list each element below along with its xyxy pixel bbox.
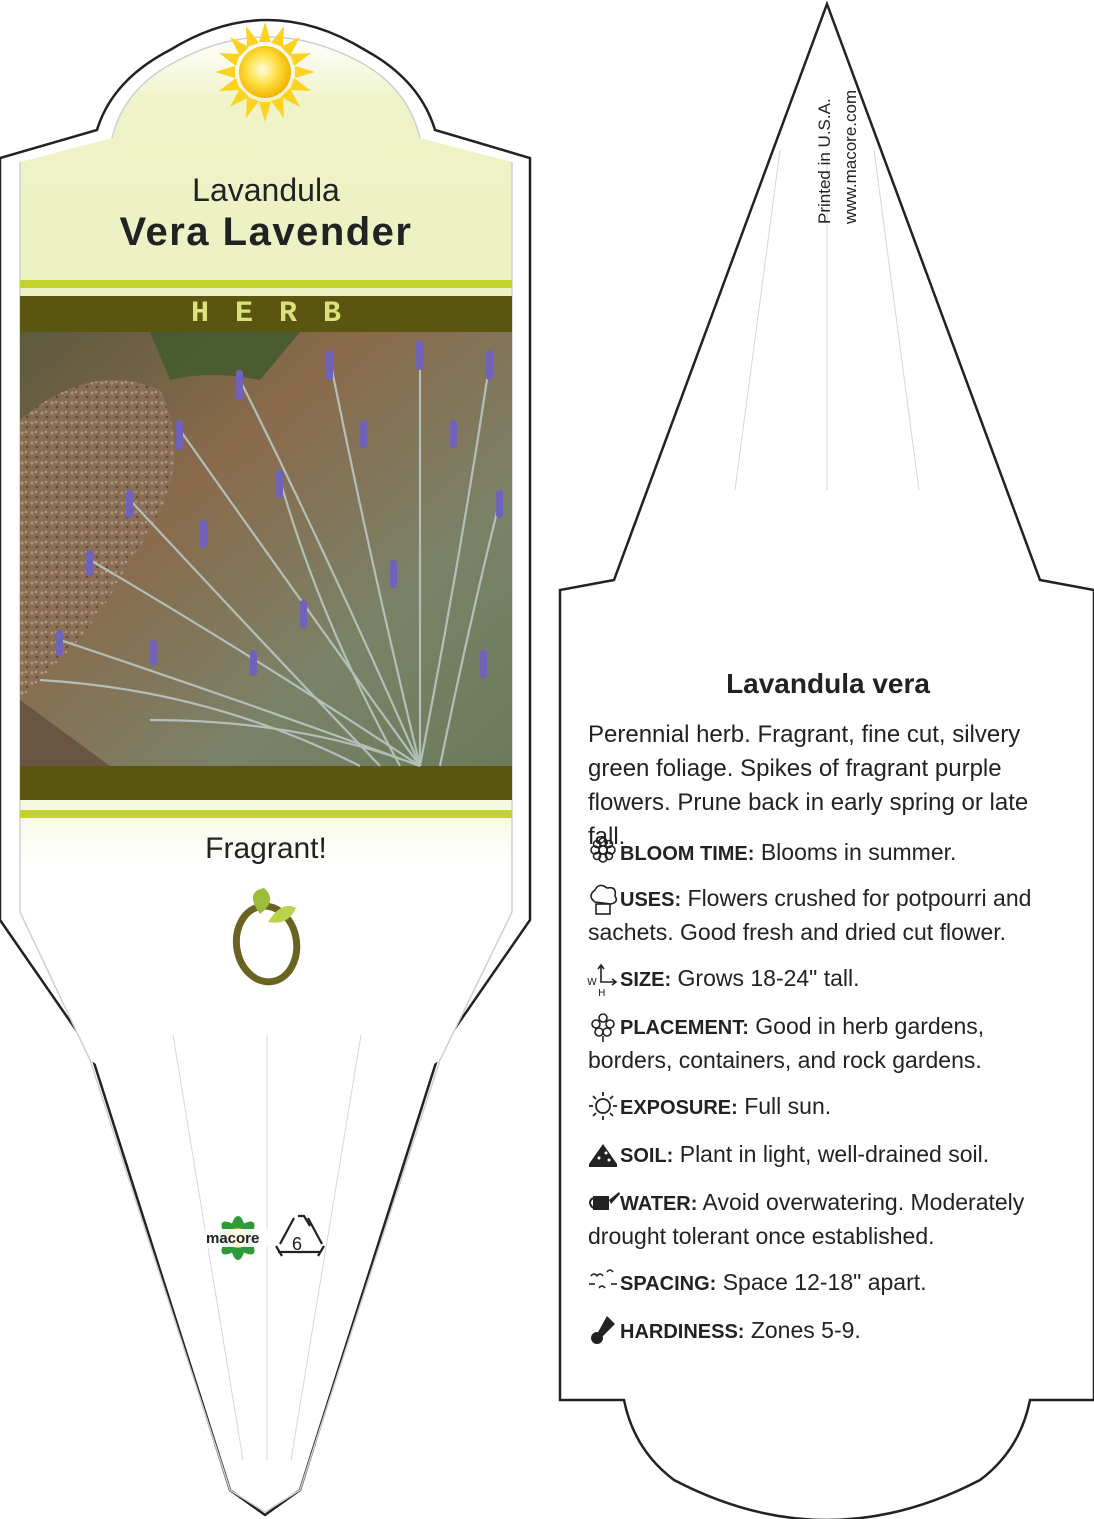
attribute-label: SOIL: <box>620 1145 674 1167</box>
website-text: www.macore.com <box>841 89 860 224</box>
svg-text:H: H <box>598 988 606 999</box>
attribute-label: BLOOM TIME: <box>620 843 755 865</box>
recycle-code: 6 <box>292 1234 303 1254</box>
attribute-size <box>588 962 1058 996</box>
attribute-bloom-time <box>588 836 1058 870</box>
attribute-text: Plant in light, well-drained soil. <box>679 1141 990 1167</box>
attribute-text: Good in herb gardens, borders, containers, and rock gardens. <box>588 1013 985 1073</box>
attribute-label: EXPOSURE: <box>620 1097 738 1119</box>
attribute-spacing <box>588 1266 1058 1300</box>
common-name: Vera Lavender <box>119 210 413 254</box>
attribute-text: Space 12-18" apart. <box>722 1269 927 1295</box>
plant-photo <box>20 332 512 766</box>
attribute-text: Zones 5-9. <box>750 1317 861 1343</box>
attribute-text: Avoid overwatering. Moderately drought tolerant once established. <box>588 1189 1025 1249</box>
category-label: HERB <box>190 297 367 331</box>
attribute-label: PLACEMENT: <box>620 1017 749 1039</box>
tagline: Fragrant! <box>205 832 327 865</box>
attribute-text: Blooms in summer. <box>760 839 957 865</box>
attribute-soil <box>588 1138 1058 1172</box>
svg-text:W: W <box>587 977 597 988</box>
attribute-exposure <box>588 1090 1058 1124</box>
botanical-name: Lavandula vera <box>726 668 930 699</box>
attribute-label: WATER: <box>620 1193 698 1215</box>
plant-description: Perennial herb. Fragrant, fine cut, silvery green foliage. Spikes of fragrant purple flowers. Prune back in early spring or late fall. <box>588 721 1029 850</box>
brand-name: macore <box>206 1230 260 1247</box>
attribute-hardiness <box>588 1314 1058 1348</box>
attribute-label: HARDINESS: <box>620 1321 745 1343</box>
attribute-text: Flowers crushed for potpourri and sachets. Good fresh and dried cut flower. <box>588 885 1032 945</box>
attribute-label: SPACING: <box>620 1273 717 1295</box>
attribute-label: USES: <box>620 889 682 911</box>
attribute-placement <box>588 1010 1058 1076</box>
sun-icon <box>215 22 315 122</box>
attribute-uses <box>588 882 1058 948</box>
genus-name: Lavandula <box>192 172 340 208</box>
attribute-water <box>588 1186 1058 1252</box>
attribute-label: SIZE: <box>620 969 672 991</box>
attribute-text: Full sun. <box>744 1093 832 1119</box>
printed-in-text: Printed in U.S.A. <box>815 98 834 224</box>
attribute-text: Grows 18-24" tall. <box>677 965 860 991</box>
print-info <box>812 90 864 224</box>
